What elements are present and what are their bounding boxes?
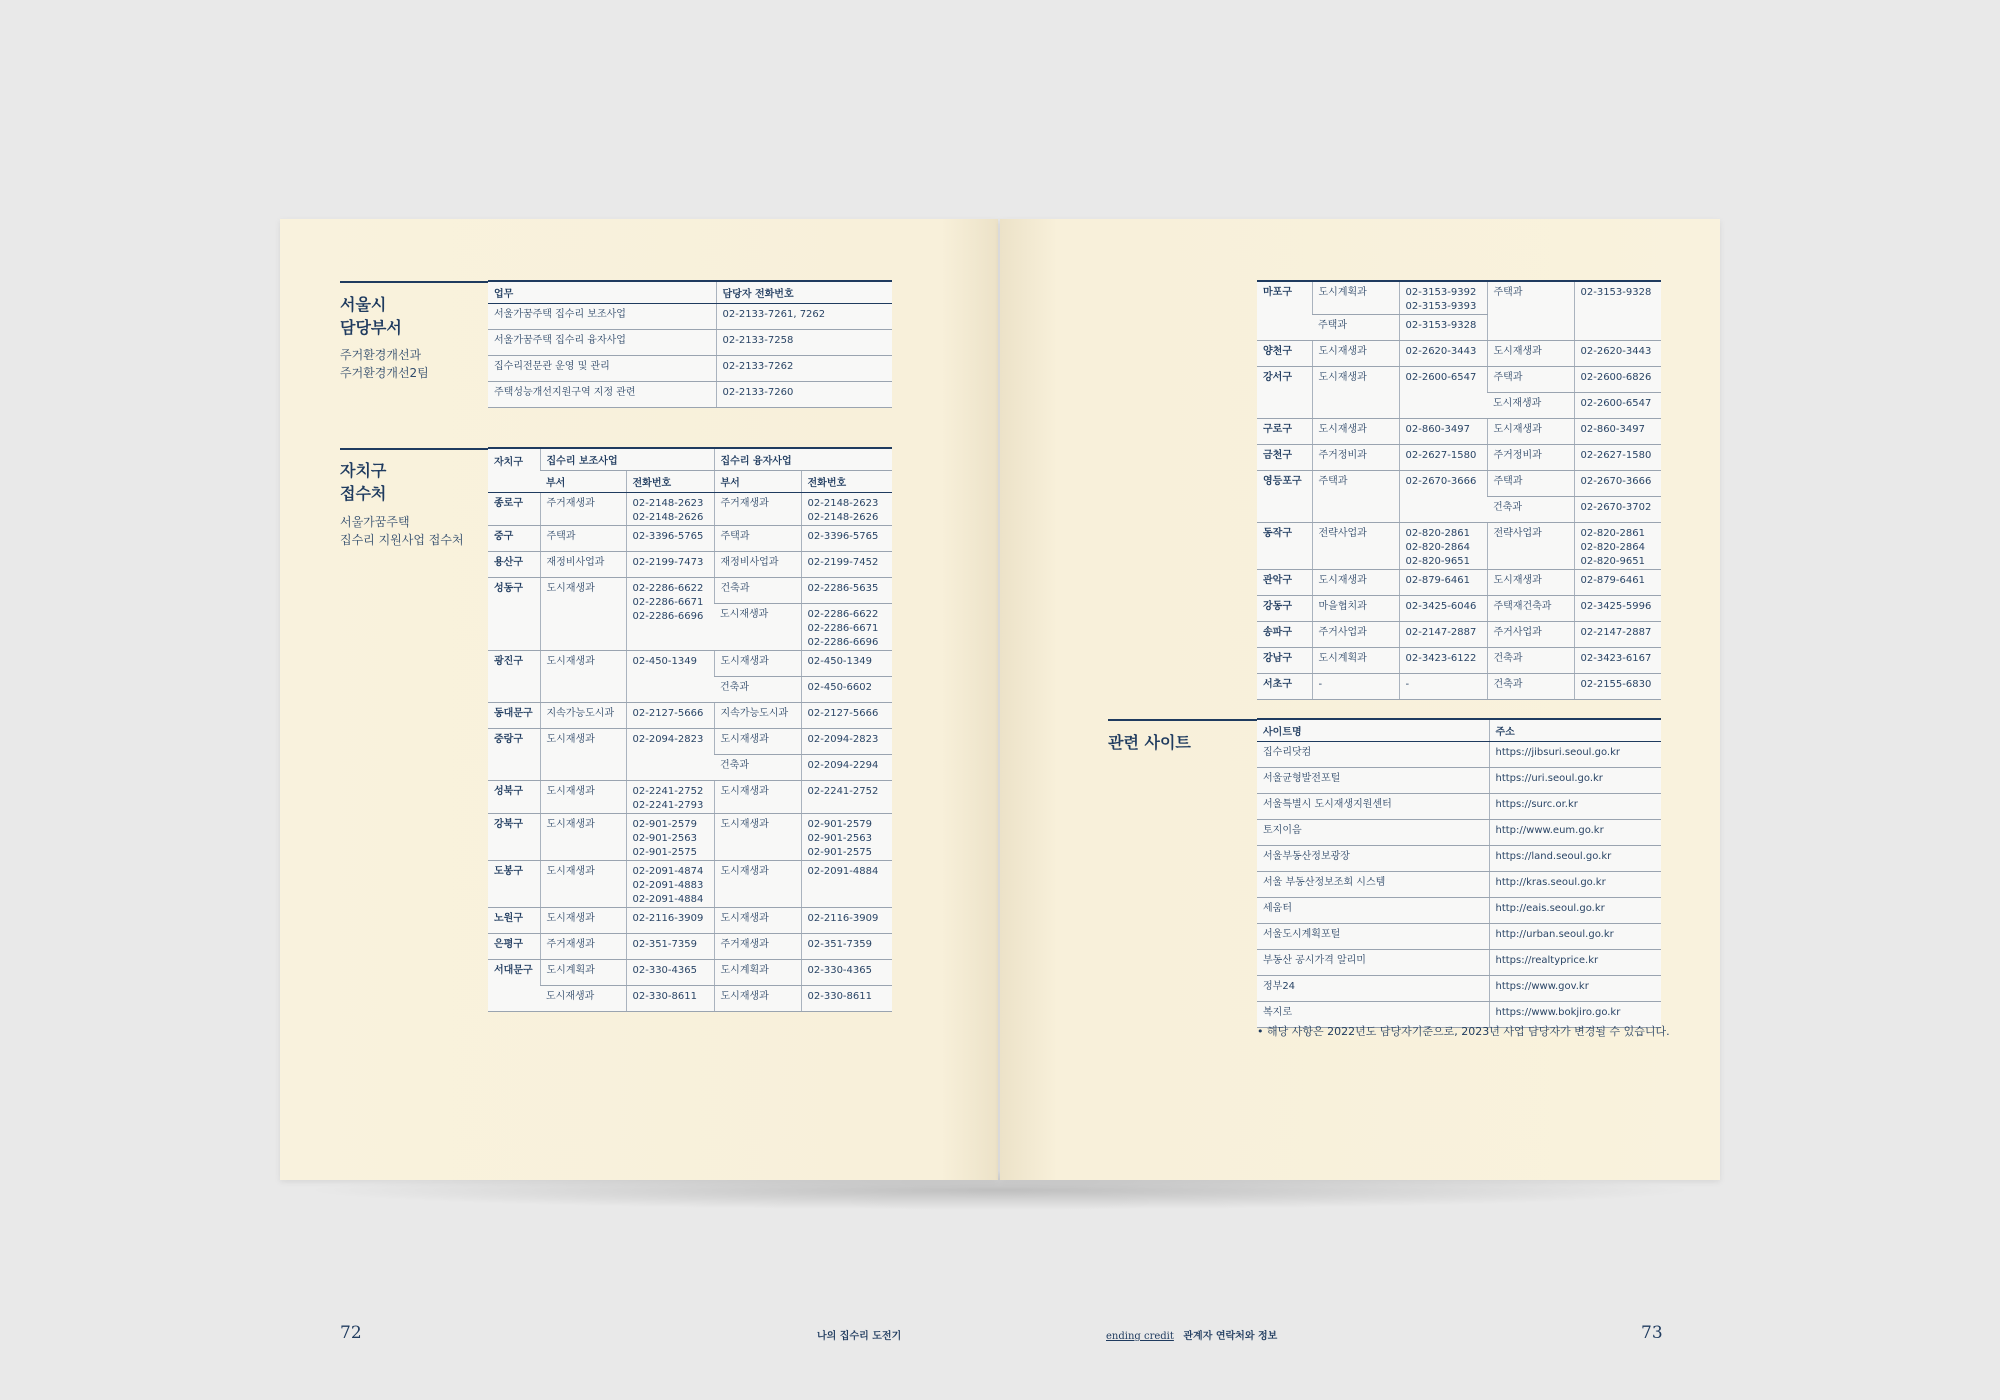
site-url-cell: https://uri.seoul.go.kr: [1489, 768, 1661, 794]
section-rule: [340, 448, 490, 450]
loan-dept: 건축과: [1487, 497, 1574, 523]
table-row: [488, 552, 892, 578]
support-dept: 마을협치과: [1312, 596, 1399, 622]
site-name-cell: 서울균형발전포털: [1257, 768, 1489, 794]
left-page: [280, 219, 998, 1343]
loan-phone: 02-2094-2823: [801, 729, 892, 755]
table-row: [488, 578, 892, 604]
loan-phone: 02-2094-2294: [801, 755, 892, 781]
support-phone: 02-2620-3443: [1399, 341, 1487, 367]
support-phone: 02-3423-6122: [1399, 648, 1487, 674]
loan-phone: 02-2147-2887: [1574, 622, 1661, 648]
site-url-cell: https://realtyprice.kr: [1489, 950, 1661, 976]
site-url-cell: https://www.gov.kr: [1489, 976, 1661, 1002]
site-name-cell: 토지이음: [1257, 820, 1489, 846]
loan-phone: 02-901-2579 02-901-2563 02-901-2575: [801, 814, 892, 861]
loan-dept: 지속가능도시과: [714, 703, 801, 729]
district-name: 양천구: [1257, 341, 1312, 367]
loan-dept: 건축과: [714, 677, 801, 703]
loan-phone: 02-879-6461: [1574, 570, 1661, 596]
loan-dept: 재정비사업과: [714, 552, 801, 578]
loan-phone: 02-2627-1580: [1574, 445, 1661, 471]
table-row: [488, 651, 892, 677]
district-name: 노원구: [488, 908, 540, 934]
support-dept: 도시재생과: [540, 908, 626, 934]
header-phone: 담당자 전화번호: [716, 281, 892, 304]
loan-dept: 도시계획과: [714, 960, 801, 986]
loan-dept: 도시재생과: [714, 729, 801, 755]
support-dept: 도시재생과: [540, 861, 626, 908]
loan-dept: 주택과: [1487, 367, 1574, 393]
district-name: 서초구: [1257, 674, 1312, 700]
subtitle-line-1: 서울가꿈주택: [340, 515, 410, 529]
loan-dept: 건축과: [714, 578, 801, 604]
header-support: 집수리 보조사업: [540, 448, 714, 471]
loan-dept: 주거재생과: [714, 493, 801, 526]
section-subtitle: [340, 346, 429, 382]
section-rule: [340, 281, 490, 283]
district-name: 관악구: [1257, 570, 1312, 596]
loan-dept: 도시재생과: [714, 781, 801, 814]
loan-dept: 건축과: [714, 755, 801, 781]
table-row: [488, 729, 892, 755]
district-name: 영등포구: [1257, 471, 1312, 523]
support-dept: 도시재생과: [1312, 419, 1399, 445]
support-dept: 지속가능도시과: [540, 703, 626, 729]
district-name: 성동구: [488, 578, 540, 651]
page-number: 73: [1641, 1323, 1663, 1343]
page-number: 72: [340, 1323, 362, 1343]
loan-phone: 02-3153-9328: [1574, 281, 1661, 341]
support-phone: 02-2116-3909: [626, 908, 714, 934]
support-phone: 02-2241-2752 02-2241-2793: [626, 781, 714, 814]
running-head: [1106, 1327, 1277, 1342]
support-phone: 02-2127-5666: [626, 703, 714, 729]
loan-phone: 02-2286-5635: [801, 578, 892, 604]
phone-cell: 02-2133-7260: [716, 382, 892, 408]
site-name-cell: 서울도시계획포털: [1257, 924, 1489, 950]
table-row: [1257, 794, 1661, 820]
header-gu: 자치구: [488, 448, 540, 493]
support-phone: 02-2091-4874 02-2091-4883 02-2091-4884: [626, 861, 714, 908]
district-name: 도봉구: [488, 861, 540, 908]
support-phone: 02-2199-7473: [626, 552, 714, 578]
table-row: [488, 781, 892, 814]
title-line-1: 서울시: [340, 295, 387, 314]
loan-phone: 02-3396-5765: [801, 526, 892, 552]
district-name: 성북구: [488, 781, 540, 814]
loan-phone: 02-450-1349: [801, 651, 892, 677]
table-row: [488, 330, 892, 356]
loan-phone: 02-860-3497: [1574, 419, 1661, 445]
task-cell: 주택성능개선지원구역 지정 관련: [488, 382, 716, 408]
support-dept: 도시계획과: [540, 960, 626, 986]
support-dept: 도시재생과: [1312, 341, 1399, 367]
footnote: • 해당 사항은 2022년도 담당자기준으로, 2023년 사업 담당자가 변경될 수 있습니다.: [1257, 1025, 1670, 1038]
title-line-1: 자치구: [340, 461, 387, 480]
table-row: [1257, 924, 1661, 950]
title-line-2: 접수처: [340, 484, 387, 503]
site-url-cell: https://www.bokjiro.go.kr: [1489, 1002, 1661, 1028]
district-name: 강서구: [1257, 367, 1312, 419]
support-phone: 02-901-2579 02-901-2563 02-901-2575: [626, 814, 714, 861]
section-subtitle: [340, 513, 464, 549]
table-row: [488, 526, 892, 552]
support-phone: 02-3153-9328: [1399, 315, 1487, 341]
loan-dept: 도시재생과: [714, 986, 801, 1012]
table-subheader-row: [488, 471, 892, 493]
district-name: 종로구: [488, 493, 540, 526]
table-row: [488, 814, 892, 861]
header-site-name: 사이트명: [1257, 719, 1489, 742]
support-dept: 주택과: [1312, 315, 1399, 341]
loan-phone: 02-450-6602: [801, 677, 892, 703]
table-row: [1257, 471, 1661, 497]
district-table: [488, 447, 892, 1012]
support-phone: 02-860-3497: [1399, 419, 1487, 445]
support-dept: 주거사업과: [1312, 622, 1399, 648]
section-title: [340, 293, 402, 339]
loan-phone: 02-351-7359: [801, 934, 892, 960]
section-title: [340, 459, 386, 505]
site-url-cell: https://land.seoul.go.kr: [1489, 846, 1661, 872]
title-line-2: 담당부서: [340, 318, 402, 337]
table-row: [488, 908, 892, 934]
table-row: [1257, 419, 1661, 445]
site-name-cell: 정부24: [1257, 976, 1489, 1002]
site-name-cell: 서울특별시 도시재생지원센터: [1257, 794, 1489, 820]
support-phone: 02-3396-5765: [626, 526, 714, 552]
table-row: [1257, 846, 1661, 872]
district-name: 마포구: [1257, 281, 1312, 341]
loan-dept: 도시재생과: [1487, 570, 1574, 596]
site-name-cell: 집수리닷컴: [1257, 742, 1489, 768]
loan-dept: 주거정비과: [1487, 445, 1574, 471]
loan-dept: 건축과: [1487, 674, 1574, 700]
table-row: [1257, 950, 1661, 976]
loan-dept: 도시재생과: [1487, 393, 1574, 419]
running-head-label: ending credit: [1106, 1331, 1174, 1342]
table-row: [488, 356, 892, 382]
support-dept: 도시재생과: [540, 578, 626, 651]
district-name: 은평구: [488, 934, 540, 960]
loan-phone: 02-330-4365: [801, 960, 892, 986]
loan-phone: 02-2091-4884: [801, 861, 892, 908]
table-row: [1257, 872, 1661, 898]
site-name-cell: 서울 부동산정보조회 시스템: [1257, 872, 1489, 898]
header-phone: 전화번호: [626, 471, 714, 493]
support-dept: 주거재생과: [540, 493, 626, 526]
site-name-cell: 서울부동산정보광장: [1257, 846, 1489, 872]
support-dept: 주택과: [540, 526, 626, 552]
right-page: [1000, 219, 1720, 1343]
loan-phone: 02-330-8611: [801, 986, 892, 1012]
site-name-cell: 복지로: [1257, 1002, 1489, 1028]
support-dept: 주거재생과: [540, 934, 626, 960]
table-row: [488, 934, 892, 960]
header-loan: 집수리 융자사업: [714, 448, 892, 471]
support-dept: 도시재생과: [1312, 367, 1399, 419]
support-dept: 주택과: [1312, 471, 1399, 523]
support-phone: 02-3425-6046: [1399, 596, 1487, 622]
subtitle-line-1: 주거환경개선과: [340, 348, 422, 362]
loan-dept: 건축과: [1487, 648, 1574, 674]
loan-phone: 02-2148-2623 02-2148-2626: [801, 493, 892, 526]
support-phone: 02-820-2861 02-820-2864 02-820-9651: [1399, 523, 1487, 570]
site-url-cell: http://kras.seoul.go.kr: [1489, 872, 1661, 898]
loan-phone: 02-2670-3702: [1574, 497, 1661, 523]
support-dept: 도시재생과: [540, 814, 626, 861]
support-dept: 전략사업과: [1312, 523, 1399, 570]
loan-dept: 주택재건축과: [1487, 596, 1574, 622]
loan-dept: 주거재생과: [714, 934, 801, 960]
district-name: 동대문구: [488, 703, 540, 729]
loan-dept: 도시재생과: [1487, 341, 1574, 367]
phone-cell: 02-2133-7261, 7262: [716, 304, 892, 330]
support-dept: 도시재생과: [540, 729, 626, 781]
table-row: [1257, 976, 1661, 1002]
subtitle-line-2: 집수리 지원사업 접수처: [340, 533, 464, 547]
loan-phone: 02-2286-6622 02-2286-6671 02-2286-6696: [801, 604, 892, 651]
loan-dept: 도시재생과: [714, 861, 801, 908]
loan-phone: 02-3423-6167: [1574, 648, 1661, 674]
support-dept: 도시재생과: [540, 781, 626, 814]
phone-cell: 02-2133-7258: [716, 330, 892, 356]
loan-phone: 02-2155-6830: [1574, 674, 1661, 700]
task-cell: 서울가꿈주택 집수리 보조사업: [488, 304, 716, 330]
table-row: [488, 960, 892, 986]
loan-dept: 도시재생과: [1487, 419, 1574, 445]
table-row: [1257, 445, 1661, 471]
loan-dept: 전략사업과: [1487, 523, 1574, 570]
support-phone: -: [1399, 674, 1487, 700]
site-url-cell: http://www.eum.go.kr: [1489, 820, 1661, 846]
table-row: [1257, 742, 1661, 768]
loan-dept: 도시재생과: [714, 604, 801, 651]
support-dept: 주거정비과: [1312, 445, 1399, 471]
support-phone: 02-2670-3666: [1399, 471, 1487, 523]
task-cell: 서울가꿈주택 집수리 융자사업: [488, 330, 716, 356]
table-row: [488, 861, 892, 908]
support-phone: 02-2148-2623 02-2148-2626: [626, 493, 714, 526]
support-phone: 02-2147-2887: [1399, 622, 1487, 648]
table-header-row: [1257, 719, 1661, 742]
table-row: [1257, 523, 1661, 570]
table-row: [1257, 367, 1661, 393]
district-name: 금천구: [1257, 445, 1312, 471]
site-url-cell: http://eais.seoul.go.kr: [1489, 898, 1661, 924]
loan-dept: 도시재생과: [714, 651, 801, 677]
support-dept: 도시재생과: [540, 651, 626, 703]
district-name: 중랑구: [488, 729, 540, 781]
table-header-row: [488, 448, 892, 471]
table-row: [488, 493, 892, 526]
table-row: [1257, 768, 1661, 794]
loan-phone: 02-2241-2752: [801, 781, 892, 814]
header-phone: 전화번호: [801, 471, 892, 493]
header-dept: 부서: [540, 471, 626, 493]
table-row: [1257, 898, 1661, 924]
loan-dept: 주택과: [1487, 281, 1574, 341]
loan-phone: 02-820-2861 02-820-2864 02-820-9651: [1574, 523, 1661, 570]
header-address: 주소: [1489, 719, 1661, 742]
site-url-cell: http://urban.seoul.go.kr: [1489, 924, 1661, 950]
table-row: [488, 703, 892, 729]
support-phone: 02-3153-9392 02-3153-9393: [1399, 281, 1487, 315]
task-cell: 집수리전문관 운영 및 관리: [488, 356, 716, 382]
support-phone: 02-330-4365: [626, 960, 714, 986]
table-row: [488, 304, 892, 330]
loan-phone: 02-2600-6547: [1574, 393, 1661, 419]
site-name-cell: 세움터: [1257, 898, 1489, 924]
sites-table: [1257, 718, 1661, 1028]
district-name: 중구: [488, 526, 540, 552]
table-row: [1257, 648, 1661, 674]
loan-phone: 02-2620-3443: [1574, 341, 1661, 367]
loan-dept: 도시재생과: [714, 814, 801, 861]
table-row: [1257, 596, 1661, 622]
district-name: 구로구: [1257, 419, 1312, 445]
site-url-cell: https://jibsuri.seoul.go.kr: [1489, 742, 1661, 768]
loan-phone: 02-2199-7452: [801, 552, 892, 578]
support-phone: 02-879-6461: [1399, 570, 1487, 596]
site-url-cell: https://surc.or.kr: [1489, 794, 1661, 820]
table-row: [488, 382, 892, 408]
loan-phone: 02-2600-6826: [1574, 367, 1661, 393]
district-name: 강남구: [1257, 648, 1312, 674]
support-phone: 02-2627-1580: [1399, 445, 1487, 471]
section-rule: [1108, 719, 1258, 721]
loan-dept: 도시재생과: [714, 908, 801, 934]
support-phone: 02-2286-6622 02-2286-6671 02-2286-6696: [626, 578, 714, 651]
table-row: [488, 986, 892, 1012]
loan-dept: 주택과: [1487, 471, 1574, 497]
header-dept: 부서: [714, 471, 801, 493]
district-name: 광진구: [488, 651, 540, 703]
running-head: 나의 집수리 도전기: [817, 1331, 902, 1342]
support-phone: 02-450-1349: [626, 651, 714, 703]
support-dept: 재정비사업과: [540, 552, 626, 578]
phone-cell: 02-2133-7262: [716, 356, 892, 382]
loan-phone: 02-2127-5666: [801, 703, 892, 729]
support-phone: 02-2094-2823: [626, 729, 714, 781]
support-dept: 도시계획과: [1312, 648, 1399, 674]
section-title: 관련 사이트: [1108, 733, 1191, 752]
support-dept: 도시재생과: [1312, 570, 1399, 596]
district-name: 동작구: [1257, 523, 1312, 570]
district-name: 서대문구: [488, 960, 540, 1012]
table-row: [1257, 570, 1661, 596]
district-name: 송파구: [1257, 622, 1312, 648]
district-name: 용산구: [488, 552, 540, 578]
support-phone: 02-2600-6547: [1399, 367, 1487, 419]
subtitle-line-2: 주거환경개선2팀: [340, 366, 429, 380]
loan-phone: 02-3425-5996: [1574, 596, 1661, 622]
support-dept: 도시재생과: [540, 986, 626, 1012]
table-row: [1257, 281, 1661, 315]
table-row: [1257, 341, 1661, 367]
table-row: [1257, 674, 1661, 700]
district-name: 강북구: [488, 814, 540, 861]
support-phone: 02-351-7359: [626, 934, 714, 960]
loan-phone: 02-2670-3666: [1574, 471, 1661, 497]
table-header-row: [488, 281, 892, 304]
site-name-cell: 부동산 공시가격 알리미: [1257, 950, 1489, 976]
running-head-title: 관계자 연락처와 정보: [1183, 1331, 1278, 1342]
district-name: 강동구: [1257, 596, 1312, 622]
dept-table: [488, 280, 892, 408]
table-row: [1257, 622, 1661, 648]
loan-dept: 주택과: [714, 526, 801, 552]
support-phone: 02-330-8611: [626, 986, 714, 1012]
loan-dept: 주거사업과: [1487, 622, 1574, 648]
loan-phone: 02-2116-3909: [801, 908, 892, 934]
header-task: 업무: [488, 281, 716, 304]
support-dept: -: [1312, 674, 1399, 700]
district-table-continued: [1257, 280, 1661, 700]
table-row: [1257, 820, 1661, 846]
support-dept: 도시계획과: [1312, 281, 1399, 315]
